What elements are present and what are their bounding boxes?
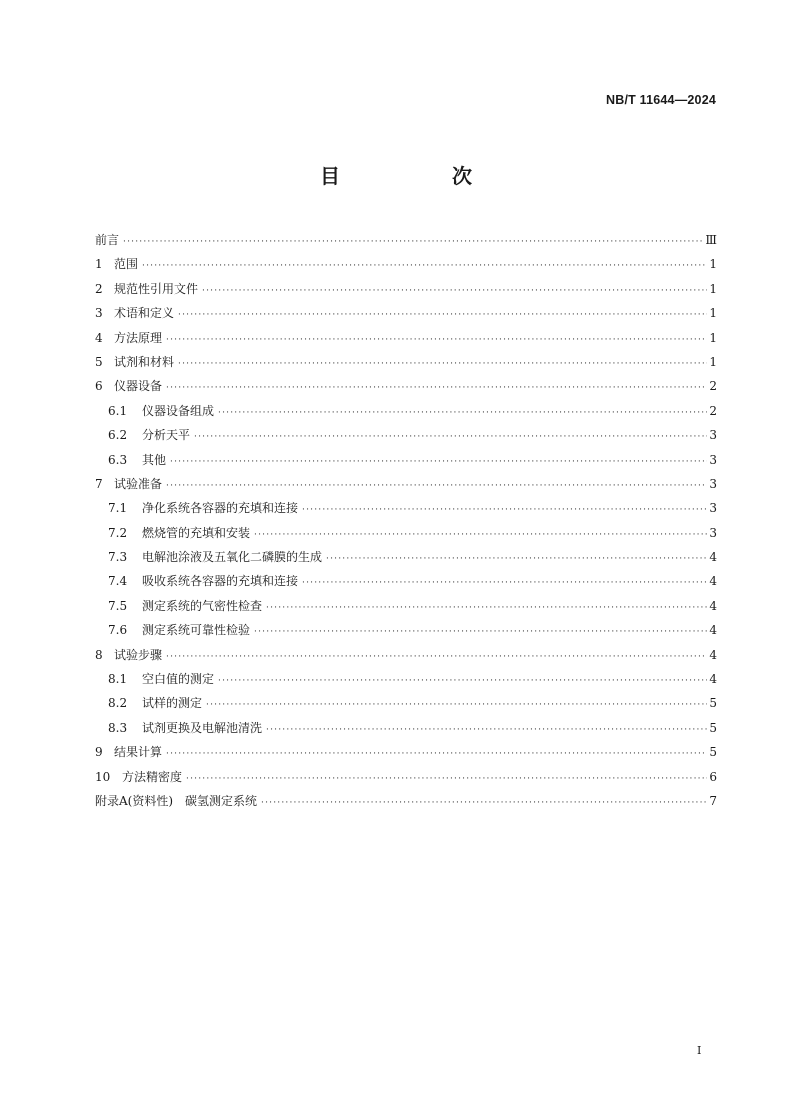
toc-entry-page: 1 [709,330,717,345]
dot-leader [254,620,707,644]
toc-entry-number: 7.3 [108,550,128,565]
toc-entry-number: 7 [95,476,103,491]
toc-entry[interactable] [95,277,717,301]
toc-entry[interactable] [95,252,717,276]
dot-leader [254,523,707,547]
toc-entry-page: 1 [709,306,717,321]
toc-entry-label: 仪器设备 [114,379,163,394]
toc-entry-label: 前言 [95,233,120,247]
toc-entry[interactable] [95,301,717,325]
toc-entry-label: 净化系统各容器的充填和连接 [142,501,299,516]
toc-entry[interactable] [95,691,717,715]
toc-entry[interactable] [95,594,717,618]
toc-entry-label: 仪器设备组成 [142,403,215,418]
toc-entry-number: 8.1 [108,672,128,687]
dot-leader [206,693,707,717]
toc-entry-page: 4 [709,598,717,613]
toc-entry-page: 3 [709,428,717,443]
toc-entry-page: 6 [709,769,717,784]
toc-entry-page: 4 [709,574,717,589]
toc-entry-number: 10 [95,769,111,784]
standard-code: NB/T 11644—2024 [605,93,716,107]
toc-entry-number: 4 [95,330,103,345]
toc-entry-number: 7.1 [108,501,128,516]
toc-entry-label: 方法精密度 [122,769,183,784]
toc-entry[interactable] [95,618,717,642]
toc-entry[interactable] [95,789,717,813]
toc-entry-page: 5 [709,745,717,760]
dot-leader [186,767,707,791]
toc-entry-number: 3 [95,306,103,321]
toc-entry-page: 3 [709,501,717,516]
toc-entry-number: 8 [95,647,103,662]
toc-entry-number: 8.2 [108,696,128,711]
toc-entry[interactable] [95,496,717,520]
toc-entry-label: 空白值的测定 [142,672,215,687]
toc-entry-page: 2 [709,403,717,418]
toc-entry-number: 6.1 [108,403,128,418]
toc-entry[interactable] [95,667,717,691]
dot-leader [142,254,707,278]
toc-entry-page: 4 [709,647,717,662]
toc-entry-label: 范围 [114,257,139,272]
toc-entry-page: 1 [709,354,717,369]
toc-entry-number: 7.2 [108,525,128,540]
toc-entry-label: 吸收系统各容器的充填和连接 [142,574,299,589]
toc-entry-label: 试样的测定 [142,696,203,711]
dot-leader [166,742,707,766]
dot-leader [170,450,707,474]
toc-entry-label: 方法原理 [114,330,163,345]
toc-entry-page: 5 [709,720,717,735]
page-number: I [697,1044,702,1057]
toc-entry[interactable] [95,545,717,569]
toc-entry-label: 术语和定义 [114,306,175,321]
toc-entry[interactable] [95,740,717,764]
toc-entry-number: 6.2 [108,428,128,443]
toc-entry-number: 6.3 [108,452,128,467]
toc-entry[interactable] [95,716,717,740]
dot-leader [218,401,707,425]
toc-entry[interactable] [95,228,717,252]
dot-leader [218,669,707,693]
toc-entry-page: 1 [709,257,717,272]
toc-entry-number: 2 [95,281,103,296]
toc-entry-label: 试剂和材料 [114,354,175,369]
toc-entry-label: 结果计算 [114,745,163,760]
toc-entry-page: Ⅲ [705,233,717,247]
toc-entry-number: 7.4 [108,574,128,589]
toc-entry-page: 1 [709,281,717,296]
toc-entry-page: 3 [709,525,717,540]
toc-entry-page: 5 [709,696,717,711]
dot-leader [266,718,707,742]
toc-entry[interactable] [95,326,717,350]
toc-entry[interactable] [95,399,717,423]
dot-leader [123,230,703,254]
toc-entry-number: 6 [95,379,103,394]
toc-entry-label: 其他 [142,452,167,467]
dot-leader [302,571,707,595]
toc-entry-page: 3 [709,476,717,491]
toc-entry-page: 4 [709,550,717,565]
toc-entry[interactable] [95,423,717,447]
toc-entry-label: 试剂更换及电解池清洗 [142,720,263,735]
dot-leader [302,498,707,522]
dot-leader [178,303,707,327]
dot-leader [202,279,707,303]
toc-entry-page: 2 [709,379,717,394]
dot-leader [178,352,707,376]
toc-entry[interactable] [95,374,717,398]
toc-entry-number: 7.5 [108,598,128,613]
table-of-contents [95,228,717,813]
toc-entry-number: 8.3 [108,720,128,735]
dot-leader [261,791,707,815]
toc-entry-label: 测定系统的气密性检查 [142,598,263,613]
dot-leader [166,645,707,669]
dot-leader [266,596,707,620]
toc-entry-page: 3 [709,452,717,467]
toc-entry-number: 5 [95,354,103,369]
toc-entry[interactable] [95,521,717,545]
toc-entry[interactable] [95,448,717,472]
toc-entry[interactable] [95,350,717,374]
toc-entry-label: 规范性引用文件 [114,281,199,296]
toc-entry-label: 试验准备 [114,476,163,491]
toc-entry[interactable] [95,643,717,667]
toc-entry-number: 7.6 [108,623,128,638]
toc-entry-label: 附录A(资料性) 碳氢测定系统 [95,793,258,808]
dot-leader [194,425,707,449]
toc-entry-page: 4 [709,623,717,638]
dot-leader [166,376,707,400]
toc-entry-page: 7 [709,793,717,808]
toc-entry-label: 电解池涂液及五氧化二磷膜的生成 [142,550,323,565]
toc-entry-label: 试验步骤 [114,647,163,662]
toc-entry-page: 4 [709,672,717,687]
toc-entry-number: 1 [95,257,103,272]
toc-entry-label: 燃烧管的充填和安装 [142,525,251,540]
toc-entry[interactable] [95,765,717,789]
toc-entry[interactable] [95,569,717,593]
dot-leader [166,328,707,352]
dot-leader [326,547,707,571]
page-title: 目 次 [320,164,518,188]
toc-entry[interactable] [95,472,717,496]
toc-entry-label: 分析天平 [142,428,191,443]
toc-entry-label: 测定系统可靠性检验 [142,623,251,638]
dot-leader [166,474,707,498]
toc-entry-number: 9 [95,745,103,760]
